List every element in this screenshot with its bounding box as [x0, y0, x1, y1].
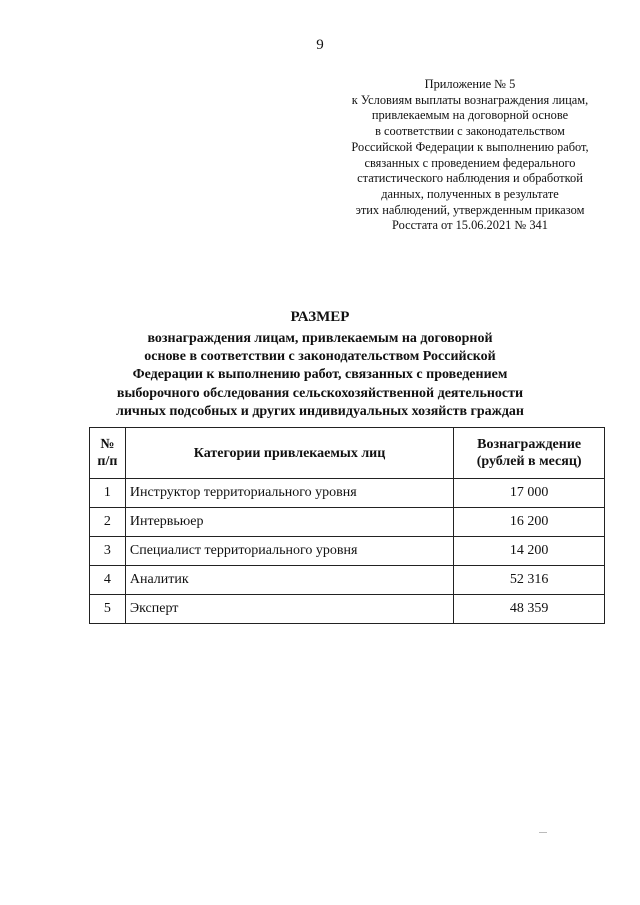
row-category: Специалист территориального уровня	[125, 537, 453, 566]
table-row	[90, 479, 605, 508]
appendix-line: привлекаемым на договорной основе	[371, 108, 569, 123]
document-title	[0, 307, 640, 421]
row-number: 4	[90, 566, 126, 595]
appendix-line: связанных с проведением федерального	[364, 155, 576, 170]
table-row	[90, 537, 605, 566]
appendix-note	[330, 77, 610, 234]
row-amount: 48 359	[454, 595, 605, 624]
row-amount: 17 000	[454, 479, 605, 508]
scan-mark	[539, 832, 547, 833]
header-number: № п/п	[90, 428, 126, 479]
row-amount: 52 316	[454, 566, 605, 595]
table-row	[90, 566, 605, 595]
table-header-row	[90, 428, 605, 479]
title-line: вознаграждения лицам, привлекаемым на договорной	[147, 331, 493, 346]
row-number: 5	[90, 595, 126, 624]
row-number: 1	[90, 479, 126, 508]
row-category: Аналитик	[125, 566, 453, 595]
row-amount: 16 200	[454, 508, 605, 537]
appendix-line: Российской Федерации к выполнению работ,	[351, 139, 589, 154]
appendix-line: Росстата от 15.06.2021 № 341	[392, 218, 548, 233]
table-row	[90, 508, 605, 537]
appendix-line: этих наблюдений, утвержденным приказом	[355, 202, 585, 217]
page-number: 9	[316, 37, 324, 53]
appendix-line: к Условиям выплаты вознаграждения лицам,	[351, 92, 589, 107]
row-category: Инструктор территориального уровня	[125, 479, 453, 508]
table-row	[90, 595, 605, 624]
row-number: 2	[90, 508, 126, 537]
appendix-line: статистического наблюдения и обработкой	[357, 171, 583, 186]
appendix-line: Приложение № 5	[424, 77, 516, 91]
title-subtitle	[0, 330, 640, 421]
title-heading: РАЗМЕР	[290, 309, 350, 325]
title-line: личных подсобных и других индивидуальных хозяйств граждан	[116, 403, 524, 419]
row-number: 3	[90, 537, 126, 566]
header-category: Категории привлекаемых лиц	[125, 428, 453, 479]
title-line: выборочного обследования сельскохозяйственной деятельности	[116, 385, 524, 401]
row-amount: 14 200	[454, 537, 605, 566]
row-category: Интервьюер	[125, 508, 453, 537]
title-line: основе в соответствии с законодательством Российской	[144, 349, 496, 365]
appendix-line: в соответствии с законодательством	[375, 124, 565, 139]
rates-table	[89, 427, 605, 624]
title-line: Федерации к выполнению работ, связанных с проведением	[132, 367, 508, 383]
header-reward: Вознаграждение (рублей в месяц)	[454, 428, 605, 479]
row-category: Эксперт	[125, 595, 453, 624]
appendix-line: данных, полученных в результате	[381, 186, 559, 201]
